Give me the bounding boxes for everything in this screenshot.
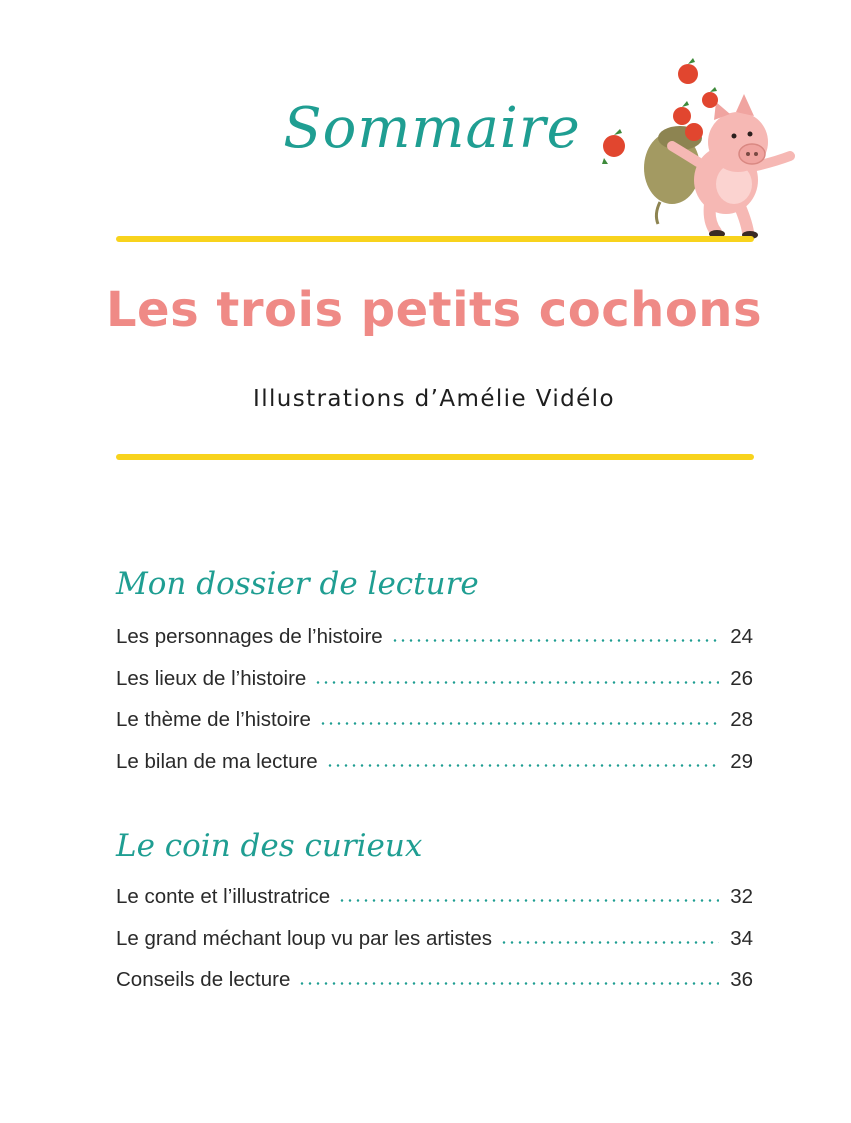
- pig-with-apples-icon: [598, 54, 802, 240]
- toc-entry-label: Le bilan de ma lecture: [116, 749, 318, 773]
- toc-entry-label: Les personnages de l’histoire: [116, 625, 383, 648]
- toc-entry-page: 28: [730, 708, 753, 731]
- toc-entry[interactable]: [116, 968, 753, 1010]
- book-title: Les trois petits cochons: [105, 282, 763, 338]
- dot-leader: [319, 722, 719, 725]
- toc-entry-label: Conseils de lecture: [116, 968, 291, 991]
- toc-entry-page: 29: [730, 749, 753, 773]
- toc-entry[interactable]: [116, 885, 753, 927]
- toc-entry[interactable]: [116, 750, 753, 792]
- toc-entry-page: 36: [730, 968, 753, 991]
- toc-list-dossier: [116, 625, 753, 791]
- toc-entry-page: 26: [730, 666, 753, 690]
- page-title: Sommaire: [283, 96, 581, 161]
- section-heading-curieux: Le coin des curieux: [116, 828, 423, 864]
- toc-entry[interactable]: [116, 927, 753, 969]
- illustrator-credit: Illustrations d’Amélie Vidélo: [253, 386, 615, 412]
- toc-entry-label: Le grand méchant loup vu par les artistes: [116, 926, 493, 950]
- toc-entry[interactable]: [116, 708, 753, 750]
- dot-leader: [500, 941, 719, 944]
- toc-entry-page: 34: [730, 926, 753, 950]
- dot-leader: [338, 899, 719, 902]
- section-heading-dossier: Mon dossier de lecture: [116, 566, 479, 602]
- dot-leader: [314, 681, 719, 684]
- toc-list-curieux: [116, 885, 753, 1010]
- toc-entry-page: 32: [730, 885, 753, 908]
- toc-entry-label: Les lieux de l’histoire: [116, 666, 307, 690]
- toc-entry-label: Le conte et l’illustratrice: [116, 885, 331, 908]
- dot-leader: [298, 982, 719, 985]
- dot-leader: [391, 639, 719, 642]
- top-yellow-rule: [116, 236, 754, 242]
- toc-entry[interactable]: [116, 667, 753, 709]
- toc-entry-label: Le thème de l’histoire: [116, 708, 311, 731]
- bottom-yellow-rule: [116, 454, 754, 460]
- toc-entry-page: 24: [730, 625, 753, 648]
- toc-entry[interactable]: [116, 625, 753, 667]
- dot-leader: [326, 764, 719, 767]
